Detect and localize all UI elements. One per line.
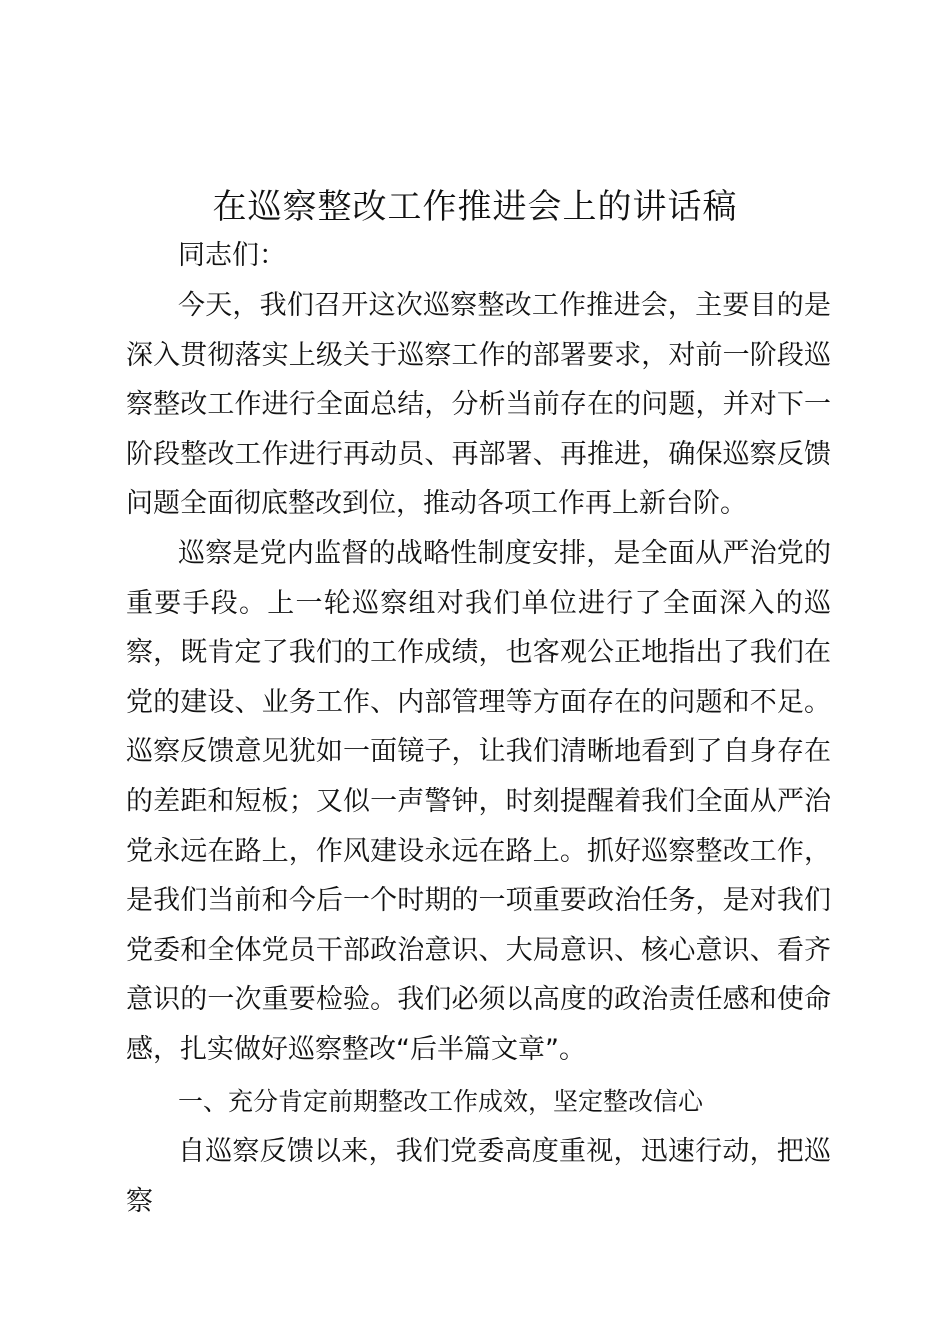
document-title: 在巡察整改工作推进会上的讲话稿 bbox=[212, 187, 738, 227]
paragraph-opening: 今天，我们召开这次巡察整改工作推进会，主要目的是深入贯彻落实上级关于巡察工作的部署要求，对前一阶段巡察整改工作进行全面总结，分析当前存在的问题，并对下一阶段整改工作进行再动员、再部署、再推进，确保巡察反馈问题全面彻底整改到位，推动各项工作再上新台阶。 bbox=[126, 290, 831, 520]
paragraph-inspection-significance: 巡察是党内监督的战略性制度安排，是全面从严治党的重要手段。上一轮巡察组对我们单位进行了全面深入的巡察，既肯定了我们的工作成绩，也客观公正地指出了我们在党的建设、业务工作、内部管理等方面存在的问题和不足。巡察反馈意见犹如一面镜子，让我们清晰地看到了自身存在的差距和短板；又似一声警钟，时刻提醒着我们全面从严治党永远在路上，作风建设永远在路上。抓好巡察整改工作，是我们当前和今后一个时期的一项重要政治任务，是对我们党委和全体党员干部政治意识、大局意识、核心意识、看齐意识的一次重要检验。我们必须以高度的政治责任感和使命感，扎实做好巡察整改“后半篇文章”。 bbox=[126, 538, 831, 1065]
section-paragraph: 自巡察反馈以来，我们党委高度重视，迅速行动，把巡察 bbox=[126, 1136, 831, 1217]
section-heading: 一、充分肯定前期整改工作成效，坚定整改信心 bbox=[178, 1087, 704, 1116]
salutation: 同志们： bbox=[178, 240, 286, 271]
